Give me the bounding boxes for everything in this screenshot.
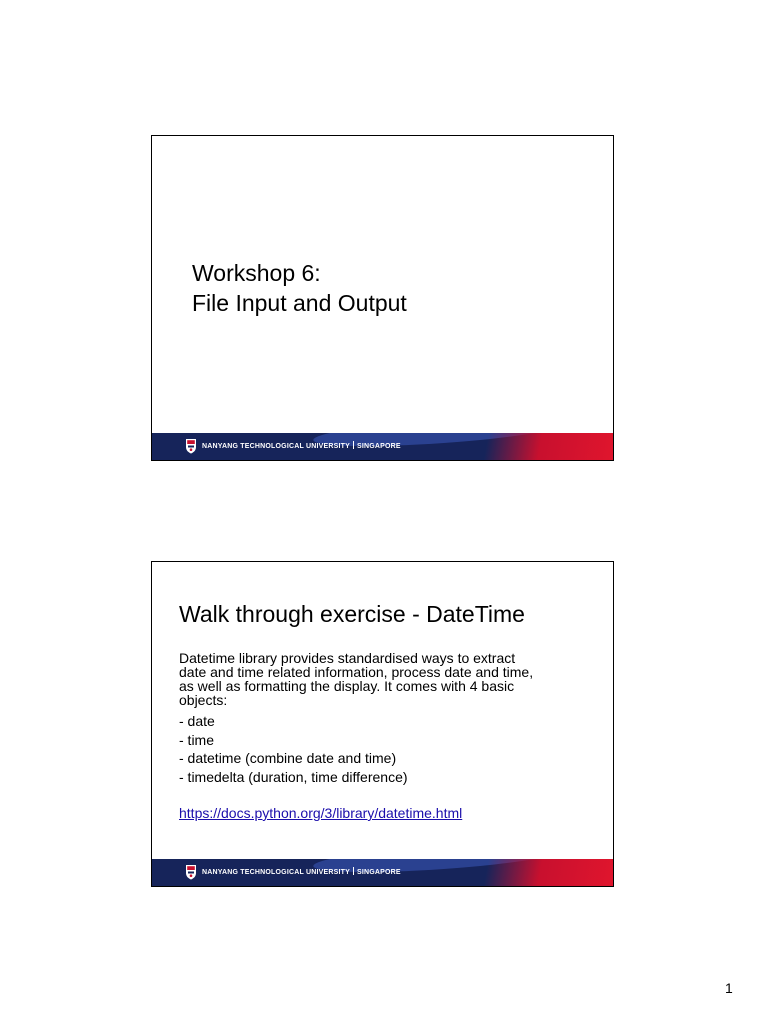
body-line-2: date and time related information, process date and time, [179, 664, 534, 680]
list-item: - date [179, 713, 215, 729]
slide-2 [151, 561, 614, 887]
university-footer-bar [152, 859, 613, 886]
university-name [202, 441, 401, 452]
university-name [202, 867, 401, 878]
university-country: SINGAPORE [356, 869, 401, 876]
slide-1 [151, 135, 614, 461]
university-country: SINGAPORE [356, 443, 401, 450]
body-line-3: as well as formatting the display. It comes with 4 basic [179, 678, 515, 694]
object-list [179, 712, 408, 786]
list-item: - timedelta (duration, time difference) [179, 768, 408, 785]
ntu-crest-icon [185, 438, 197, 454]
name-separator [353, 441, 354, 449]
slide-title [192, 258, 407, 318]
title-line-1: Workshop 6: [192, 260, 321, 286]
university-name-text: NANYANG TECHNOLOGICAL UNIVERSITY [202, 443, 350, 450]
body-line-1: Datetime library provides standardised ways to extract [179, 650, 516, 666]
name-separator [353, 867, 354, 875]
ntu-crest-icon [185, 864, 197, 880]
title-line-2: File Input and Output [192, 290, 407, 316]
university-footer-bar [152, 433, 613, 460]
list-item: - datetime (combine date and time) [179, 750, 397, 766]
slide-heading: Walk through exercise - DateTime [179, 601, 525, 627]
datetime-docs-link[interactable]: https://docs.python.org/3/library/datetime.html [179, 805, 463, 821]
slide-body-text [179, 651, 594, 707]
list-item: - time [179, 731, 214, 748]
body-line-4: objects: [179, 692, 228, 708]
university-name-text: NANYANG TECHNOLOGICAL UNIVERSITY [202, 869, 350, 876]
page-number: 1 [725, 980, 733, 996]
